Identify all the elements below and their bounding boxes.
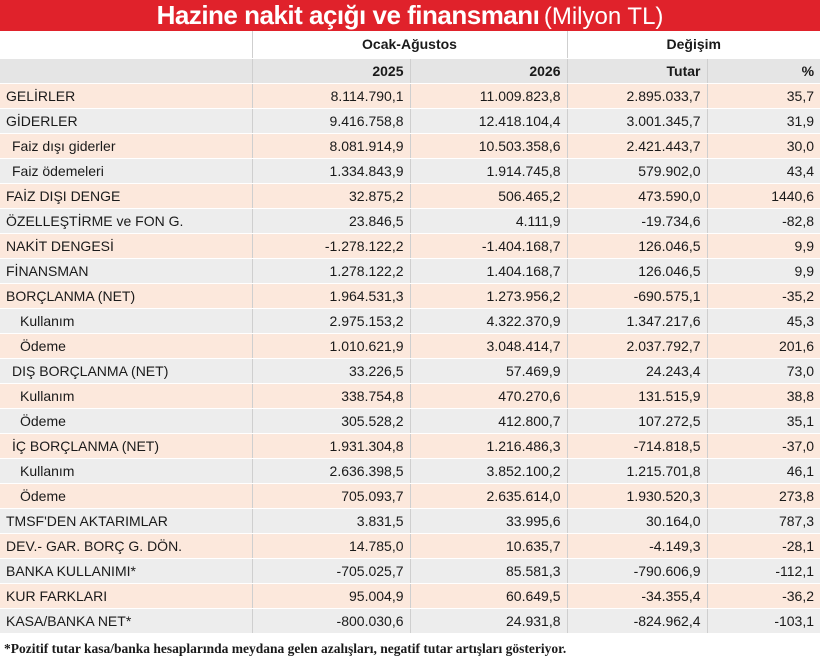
cell-percent: -103,1: [707, 608, 820, 633]
table-row: [0, 483, 820, 508]
cell-2025: 3.831,5: [252, 508, 410, 533]
cell-amount: -19.734,6: [567, 208, 707, 233]
cell-2025: 2.636.398,5: [252, 458, 410, 483]
cell-2026: 1.273.956,2: [410, 283, 567, 308]
cell-percent: 38,8: [707, 383, 820, 408]
cell-2026: 60.649,5: [410, 583, 567, 608]
cell-2025: 32.875,2: [252, 183, 410, 208]
cell-2025: -1.278.122,2: [252, 233, 410, 258]
footnote: *Pozitif tutar kasa/banka hesaplarında meydana gelen azalışları, negatif tutar artışları gösteriyor.: [4, 641, 567, 656]
cell-percent: 201,6: [707, 333, 820, 358]
header-period-group: Ocak-Ağustos: [252, 31, 567, 58]
cell-amount: 1.347.217,6: [567, 308, 707, 333]
cell-amount: -690.575,1: [567, 283, 707, 308]
cell-percent: 35,7: [707, 83, 820, 108]
cell-2025: 8.081.914,9: [252, 133, 410, 158]
cell-percent: 45,3: [707, 308, 820, 333]
table-row: [0, 558, 820, 583]
cell-2026: 85.581,3: [410, 558, 567, 583]
cell-amount: -4.149,3: [567, 533, 707, 558]
cell-2025: 1.334.843,9: [252, 158, 410, 183]
cell-2025: 305.528,2: [252, 408, 410, 433]
row-label: Kullanım: [0, 383, 252, 408]
cell-2026: 2.635.614,0: [410, 483, 567, 508]
cell-2026: 10.635,7: [410, 533, 567, 558]
table-row: [0, 408, 820, 433]
cell-percent: 43,4: [707, 158, 820, 183]
cell-2026: 12.418.104,4: [410, 108, 567, 133]
cell-amount: 473.590,0: [567, 183, 707, 208]
cell-amount: 126.046,5: [567, 258, 707, 283]
row-label: İÇ BORÇLANMA (NET): [0, 433, 252, 458]
cell-2026: 470.270,6: [410, 383, 567, 408]
cell-percent: 787,3: [707, 508, 820, 533]
row-label: KUR FARKLARI: [0, 583, 252, 608]
header-col-2025: 2025: [252, 58, 410, 83]
table-row: [0, 133, 820, 158]
cell-2026: 24.931,8: [410, 608, 567, 633]
cell-amount: 131.515,9: [567, 383, 707, 408]
cell-2026: 506.465,2: [410, 183, 567, 208]
header-change-group: Değişim: [567, 31, 820, 58]
cell-2025: 1.278.122,2: [252, 258, 410, 283]
row-label: TMSF'DEN AKTARIMLAR: [0, 508, 252, 533]
row-label: DEV.- GAR. BORÇ G. DÖN.: [0, 533, 252, 558]
header-group-row: [0, 31, 820, 58]
table-unit: (Milyon TL): [543, 3, 664, 30]
cell-percent: -36,2: [707, 583, 820, 608]
cell-amount: 24.243,4: [567, 358, 707, 383]
table-row: [0, 508, 820, 533]
cell-2026: 10.503.358,6: [410, 133, 567, 158]
table-row: [0, 533, 820, 558]
cell-2026: 4.322.370,9: [410, 308, 567, 333]
cell-2026: 1.216.486,3: [410, 433, 567, 458]
cell-amount: 2.895.033,7: [567, 83, 707, 108]
cell-percent: -82,8: [707, 208, 820, 233]
cell-percent: 273,8: [707, 483, 820, 508]
cell-2026: 4.111,9: [410, 208, 567, 233]
row-label: KASA/BANKA NET*: [0, 608, 252, 633]
row-label: Faiz dışı giderler: [0, 133, 252, 158]
cell-2025: 95.004,9: [252, 583, 410, 608]
cell-2025: 23.846,5: [252, 208, 410, 233]
table-row: [0, 458, 820, 483]
cell-percent: 30,0: [707, 133, 820, 158]
cell-percent: -37,0: [707, 433, 820, 458]
cell-amount: 2.037.792,7: [567, 333, 707, 358]
cell-2026: 57.469,9: [410, 358, 567, 383]
row-label: BORÇLANMA (NET): [0, 283, 252, 308]
table-row: [0, 158, 820, 183]
table-body: [0, 83, 820, 633]
cell-amount: -714.818,5: [567, 433, 707, 458]
cell-percent: -112,1: [707, 558, 820, 583]
cell-2026: 412.800,7: [410, 408, 567, 433]
table-row: [0, 258, 820, 283]
cell-percent: -28,1: [707, 533, 820, 558]
cell-percent: 35,1: [707, 408, 820, 433]
cell-amount: -34.355,4: [567, 583, 707, 608]
cell-2025: 705.093,7: [252, 483, 410, 508]
cell-percent: -35,2: [707, 283, 820, 308]
cell-amount: 30.164,0: [567, 508, 707, 533]
cell-amount: 3.001.345,7: [567, 108, 707, 133]
row-label: DIŞ BORÇLANMA (NET): [0, 358, 252, 383]
cell-percent: 9,9: [707, 258, 820, 283]
row-label: GİDERLER: [0, 108, 252, 133]
cell-2026: 3.048.414,7: [410, 333, 567, 358]
row-label: GELİRLER: [0, 83, 252, 108]
table-row: [0, 233, 820, 258]
cell-2025: 14.785,0: [252, 533, 410, 558]
header-col-2026: 2026: [410, 58, 567, 83]
cell-2025: 1.010.621,9: [252, 333, 410, 358]
header-column-row: [0, 58, 820, 83]
cell-amount: 2.421.443,7: [567, 133, 707, 158]
table-row: [0, 108, 820, 133]
header-col-percent: %: [707, 58, 820, 83]
cell-amount: 1.930.520,3: [567, 483, 707, 508]
row-label: FAİZ DIŞI DENGE: [0, 183, 252, 208]
row-label: Ödeme: [0, 483, 252, 508]
table-title-bar: [0, 0, 820, 31]
cell-2025: 9.416.758,8: [252, 108, 410, 133]
table-row: [0, 283, 820, 308]
row-label: Ödeme: [0, 333, 252, 358]
cell-2025: 1.931.304,8: [252, 433, 410, 458]
table-row: [0, 433, 820, 458]
cell-2025: -705.025,7: [252, 558, 410, 583]
row-label: NAKİT DENGESİ: [0, 233, 252, 258]
cell-percent: 9,9: [707, 233, 820, 258]
row-label: Ödeme: [0, 408, 252, 433]
cell-percent: 1440,6: [707, 183, 820, 208]
cell-percent: 73,0: [707, 358, 820, 383]
cell-percent: 46,1: [707, 458, 820, 483]
header-col-amount: Tutar: [567, 58, 707, 83]
cell-2025: 338.754,8: [252, 383, 410, 408]
header-blank-cell: [0, 31, 252, 58]
cell-amount: 579.902,0: [567, 158, 707, 183]
cell-2026: 1.914.745,8: [410, 158, 567, 183]
row-label: Faiz ödemeleri: [0, 158, 252, 183]
table-row: [0, 583, 820, 608]
cell-2025: 2.975.153,2: [252, 308, 410, 333]
cell-2025: -800.030,6: [252, 608, 410, 633]
table-title: Hazine nakit açığı ve finansmanı: [156, 0, 540, 30]
table-row: [0, 83, 820, 108]
row-label: FİNANSMAN: [0, 258, 252, 283]
cell-2026: -1.404.168,7: [410, 233, 567, 258]
cell-2026: 33.995,6: [410, 508, 567, 533]
table-row: [0, 208, 820, 233]
cell-2025: 1.964.531,3: [252, 283, 410, 308]
row-label: Kullanım: [0, 458, 252, 483]
table-row: [0, 608, 820, 633]
row-label: ÖZELLEŞTİRME ve FON G.: [0, 208, 252, 233]
cell-percent: 31,9: [707, 108, 820, 133]
table-row: [0, 183, 820, 208]
header-label-cell: [0, 58, 252, 83]
cell-2026: 1.404.168,7: [410, 258, 567, 283]
cell-2025: 8.114.790,1: [252, 83, 410, 108]
table-row: [0, 333, 820, 358]
row-label: BANKA KULLANIMI*: [0, 558, 252, 583]
table-row: [0, 358, 820, 383]
cash-balance-table: [0, 31, 820, 634]
cell-2025: 33.226,5: [252, 358, 410, 383]
row-label: Kullanım: [0, 308, 252, 333]
table-row: [0, 383, 820, 408]
cell-2026: 11.009.823,8: [410, 83, 567, 108]
cell-amount: 107.272,5: [567, 408, 707, 433]
cell-amount: 126.046,5: [567, 233, 707, 258]
cell-2026: 3.852.100,2: [410, 458, 567, 483]
cell-amount: -790.606,9: [567, 558, 707, 583]
table-row: [0, 308, 820, 333]
cell-amount: 1.215.701,8: [567, 458, 707, 483]
cell-amount: -824.962,4: [567, 608, 707, 633]
